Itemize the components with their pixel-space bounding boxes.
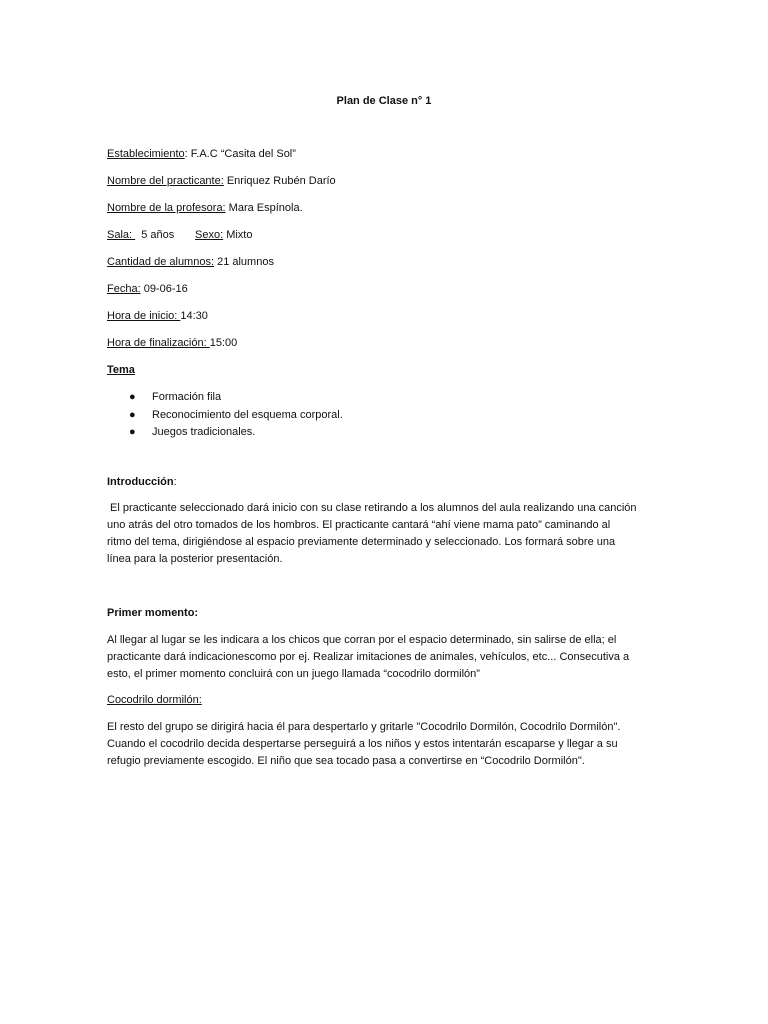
field-label: Nombre de la profesora: bbox=[107, 202, 226, 214]
field-establecimiento bbox=[107, 146, 296, 163]
field-value: 21 alumnos bbox=[214, 256, 274, 268]
field-hora-inicio bbox=[107, 308, 208, 325]
cocodrilo-paragraph bbox=[107, 719, 667, 770]
field-value: : F.A.C “Casita del Sol” bbox=[184, 148, 296, 160]
field-sexo bbox=[195, 227, 252, 244]
list-item bbox=[129, 407, 343, 425]
field-label: Fecha: bbox=[107, 283, 141, 295]
field-sala bbox=[107, 227, 174, 244]
heading-colon: : bbox=[173, 476, 177, 488]
document-title: Plan de Clase n° 1 bbox=[336, 95, 432, 107]
field-fecha bbox=[107, 281, 188, 298]
paragraph-line: ritmo del tema, dirigiéndose al espacio previamente determinado y seleccionado. Los formará sobre una bbox=[107, 536, 616, 548]
paragraph-line: línea para la posterior presentación. bbox=[107, 553, 283, 565]
paragraph-line: Cuando el cocodrilo decida despertarse perseguirá a los niños y estos intentarán escaparse y llegar a su bbox=[107, 738, 618, 750]
field-value: Mixto bbox=[223, 229, 253, 241]
field-value: Enriquez Rubén Darío bbox=[223, 175, 336, 187]
field-value: 15:00 bbox=[209, 337, 238, 349]
tema-list bbox=[129, 389, 343, 442]
paragraph-line: uno atrás del otro tomados de los hombros. El practicante cantará “ahí viene mama pato” caminando al bbox=[107, 519, 611, 531]
field-label: Sexo: bbox=[195, 229, 224, 241]
list-item bbox=[129, 389, 343, 407]
field-label: Cantidad de alumnos: bbox=[107, 256, 215, 268]
bullet-icon: ● bbox=[129, 426, 136, 438]
field-value: Mara Espínola. bbox=[225, 202, 303, 214]
paragraph-line: refugio previamente escogido. El niño que sea tocado pasa a convertirse en “Cocodrilo Dormilón". bbox=[107, 755, 585, 767]
paragraph-line: esto, el primer momento concluirá con un juego llamada “cocodrilo dormilón” bbox=[107, 668, 480, 680]
tema-heading: Tema bbox=[107, 364, 135, 376]
list-item-text: Formación fila bbox=[152, 391, 222, 403]
bullet-icon: ● bbox=[129, 408, 136, 421]
primer-momento-heading: Primer momento: bbox=[107, 607, 199, 619]
heading-text: Introducción bbox=[107, 476, 174, 488]
paragraph-line: Al llegar al lugar se les indicara a los chicos que corran por el espacio determinado, sin salirse de ella; el bbox=[107, 634, 617, 646]
paragraph-line: El practicante seleccionado dará inicio con su clase retirando a los alumnos del aula realizando una canción bbox=[107, 502, 637, 514]
field-label: Sala: bbox=[107, 229, 136, 241]
field-value: 5 años bbox=[135, 229, 175, 241]
introduccion-heading bbox=[107, 474, 177, 491]
field-hora-fin bbox=[107, 335, 237, 352]
field-label: Nombre del practicante: bbox=[107, 175, 224, 187]
list-item-text: Juegos tradicionales. bbox=[152, 426, 256, 438]
field-profesora bbox=[107, 200, 303, 217]
introduccion-paragraph bbox=[107, 500, 667, 568]
bullet-icon: ● bbox=[129, 391, 136, 403]
field-practicante bbox=[107, 173, 336, 190]
field-label: Hora de finalización: bbox=[107, 337, 210, 349]
paragraph-line: practicante dará indicacionescomo por ej. Realizar imitaciones de animales, vehículos, etc... Consecutiva a bbox=[107, 651, 630, 663]
field-value: 14:30 bbox=[180, 310, 208, 322]
field-cantidad bbox=[107, 254, 274, 271]
list-item bbox=[129, 424, 343, 442]
paragraph-line: El resto del grupo se dirigirá hacia él para despertarlo y gritarle "Cocodrilo Dormilón, Cocodrilo Dormilón". bbox=[107, 721, 621, 733]
list-item-text: Reconocimiento del esquema corporal. bbox=[152, 408, 343, 421]
field-label: Hora de inicio: bbox=[107, 310, 181, 322]
field-value: 09-06-16 bbox=[140, 283, 188, 295]
field-label: Establecimiento bbox=[107, 148, 185, 160]
primer-momento-paragraph bbox=[107, 632, 667, 683]
cocodrilo-heading: Cocodrilo dormilón: bbox=[107, 694, 202, 706]
